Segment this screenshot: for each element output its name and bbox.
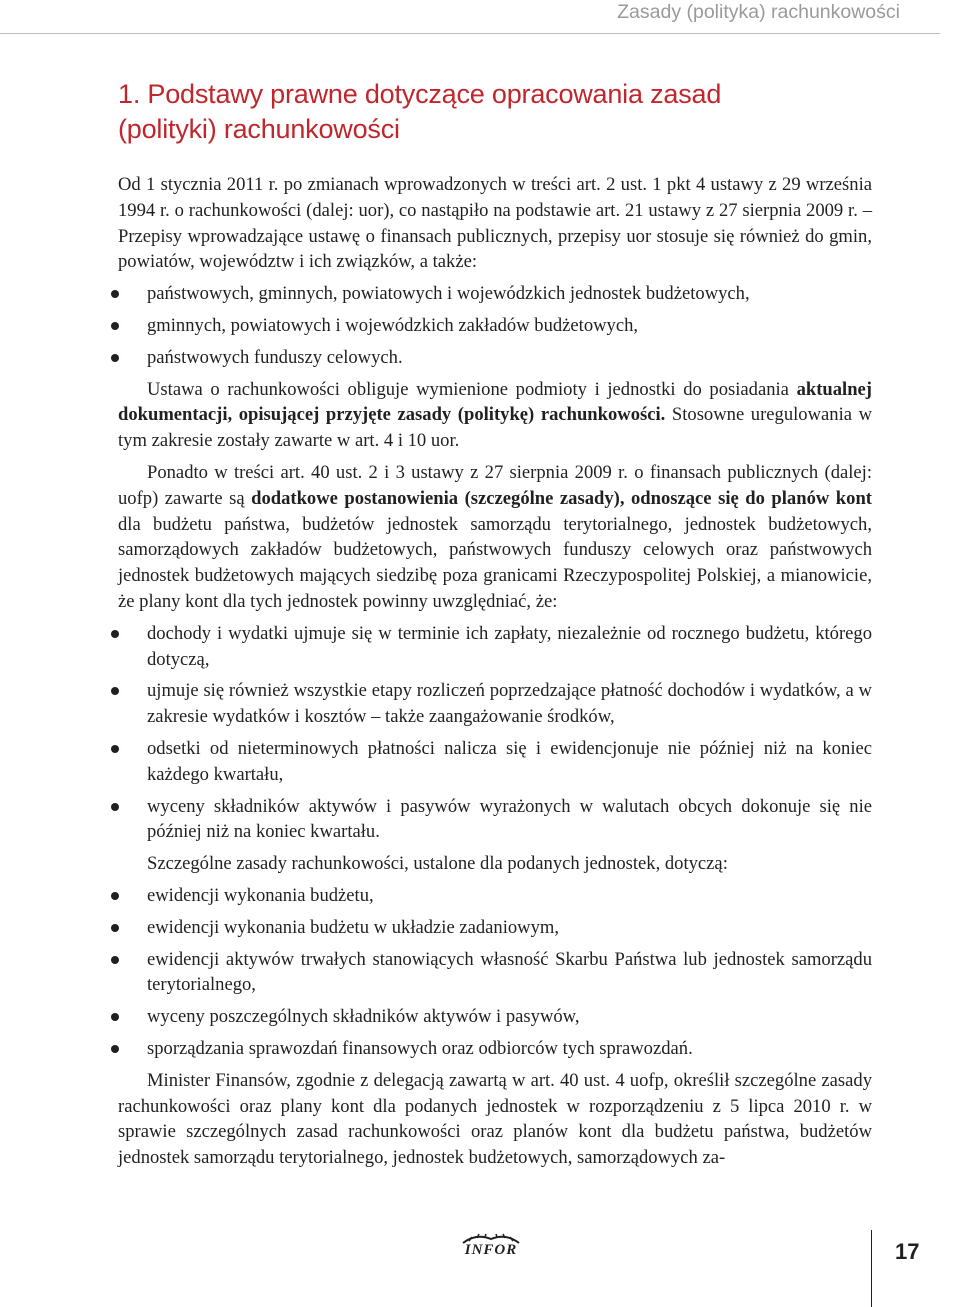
bullet-icon: [111, 354, 119, 362]
list-item: ewidencji aktywów trwałych stanowiących własność Skarbu Państwa lub jednostek samorządu terytorialnego,: [118, 947, 872, 999]
bullet-icon: [111, 1045, 119, 1053]
bold-phrase: aktualnej dokumentacji, opisującej przyjęte zasady (politykę) rachunkowości.: [118, 378, 872, 426]
bullet-icon: [111, 630, 119, 638]
list-item: ewidencji wykonania budżetu w układzie zadaniowym,: [118, 915, 872, 941]
page-number-divider: [871, 1230, 872, 1307]
bullet-icon: [111, 745, 119, 753]
paragraph-intro: Od 1 stycznia 2011 r. po zmianach wprowadzonych w treści art. 2 ust. 1 pkt 4 ustawy z 29 września 1994 r. o rachunkowości (dalej: uor), co nastąpiło na podstawie art. 21 ustawy z 27 sierpnia 2009 r. – Przepisy wprowadzające ustawę o finansach publicznych, przepisy uor stosuje się również do gmin, powiatów, województw i ich związków, a także:: [118, 174, 872, 273]
bullet-icon: [111, 956, 119, 964]
bullet-icon: [111, 803, 119, 811]
body-text: [118, 172, 872, 1177]
list-item: gminnych, powiatowych i wojewódzkich zakładów budżetowych,: [118, 313, 872, 339]
list-item: wyceny składników aktywów i pasywów wyrażonych w walutach obcych dokonuje się nie później niż na koniec kwartału.: [118, 794, 872, 846]
bullet-icon: [111, 1013, 119, 1021]
logo-text: INFOR: [464, 1242, 518, 1258]
list-item: odsetki od nieterminowych płatności nalicza się i ewidencjonuje nie później niż na koniec każdego kwartału,: [118, 736, 872, 788]
running-header: [0, 0, 940, 34]
list-item: wyceny poszczególnych składników aktywów i pasywów,: [118, 1004, 872, 1030]
list-item: dochody i wydatki ujmuje się w terminie ich zapłaty, niezależnie od rocznego budżetu, którego dotyczą,: [118, 621, 872, 673]
bold-phrase: dodatkowe postanowienia (szczególne zasady), odnoszące się do planów kont: [251, 487, 872, 509]
list-item: sporządzania sprawozdań finansowych oraz odbiorców tych sprawozdań.: [118, 1036, 872, 1062]
running-title: Zasady (polityka) rachunkowości: [617, 1, 900, 23]
paragraph-account-plans: Ponadto w treści art. 40 ust. 2 i 3 ustawy z 27 sierpnia 2009 r. o finansach publicznych (dalej: uofp) zawarte są dodatkowe postanowienia (szczególne zasady), odnoszące się do planów kont dla budżetu państwa, budżetów jednostek samorządu terytorialnego, jednostek budżetowych, samorządowych zakładów budżetowych, państwowych funduszy celowych oraz państwowych jednostek budżetowych mających siedzibę poza granicami Rzeczypospolitej Polskiej, a mianowicie, że plany kont dla tych jednostek powinny uwzględniać, że:: [118, 461, 872, 612]
paragraph-minister: Minister Finansów, zgodnie z delegacją zawartą w art. 40 ust. 4 uofp, określił szczególne zasady rachunkowości oraz plany kont dla podanych jednostek w rozporządzeniu z 5 lipca 2010 r. w sprawie szczególnych zasad rachunkowości oraz planów kont dla budżetu państwa, budżetów jednostek samorządu terytorialnego, jednostek budżetowych, samorządowych za-: [118, 1069, 872, 1169]
paragraph-documentation: Ustawa o rachunkowości obliguje wymienione podmioty i jednostki do posiadania aktualnej dokumentacji, opisującej przyjęte zasady (politykę) rachunkowości. Stosowne uregulowania w tym zakresie zostały zawarte w art. 4 i 10 uor.: [118, 378, 872, 452]
entity-list: [118, 281, 872, 370]
bullet-icon: [111, 892, 119, 900]
special-rules-list: [118, 883, 872, 1062]
chapter-title-line-1: 1. Podstawy prawne dotyczące opracowania zasad: [118, 79, 722, 109]
chapter-title: [118, 77, 858, 147]
bullet-icon: [111, 924, 119, 932]
list-item: państwowych, gminnych, powiatowych i wojewódzkich jednostek budżetowych,: [118, 281, 872, 307]
chapter-title-line-2: (polityki) rachunkowości: [118, 114, 400, 144]
bullet-icon: [111, 322, 119, 330]
list-item: ewidencji wykonania budżetu,: [118, 883, 872, 909]
account-plan-rules-list: [118, 621, 872, 845]
bullet-icon: [111, 687, 119, 695]
list-item: ujmuje się również wszystkie etapy rozliczeń poprzedzające płatność dochodów i wydatków, a w zakresie wydatków i kosztów – także zaangażowanie środków,: [118, 678, 872, 730]
page-number: 17: [895, 1239, 920, 1264]
publisher-logo: [455, 1233, 527, 1263]
paragraph-special-rules: Szczególne zasady rachunkowości, ustalone dla podanych jednostek, dotyczą:: [147, 853, 728, 875]
list-item: państwowych funduszy celowych.: [118, 345, 872, 371]
bullet-icon: [111, 290, 119, 298]
